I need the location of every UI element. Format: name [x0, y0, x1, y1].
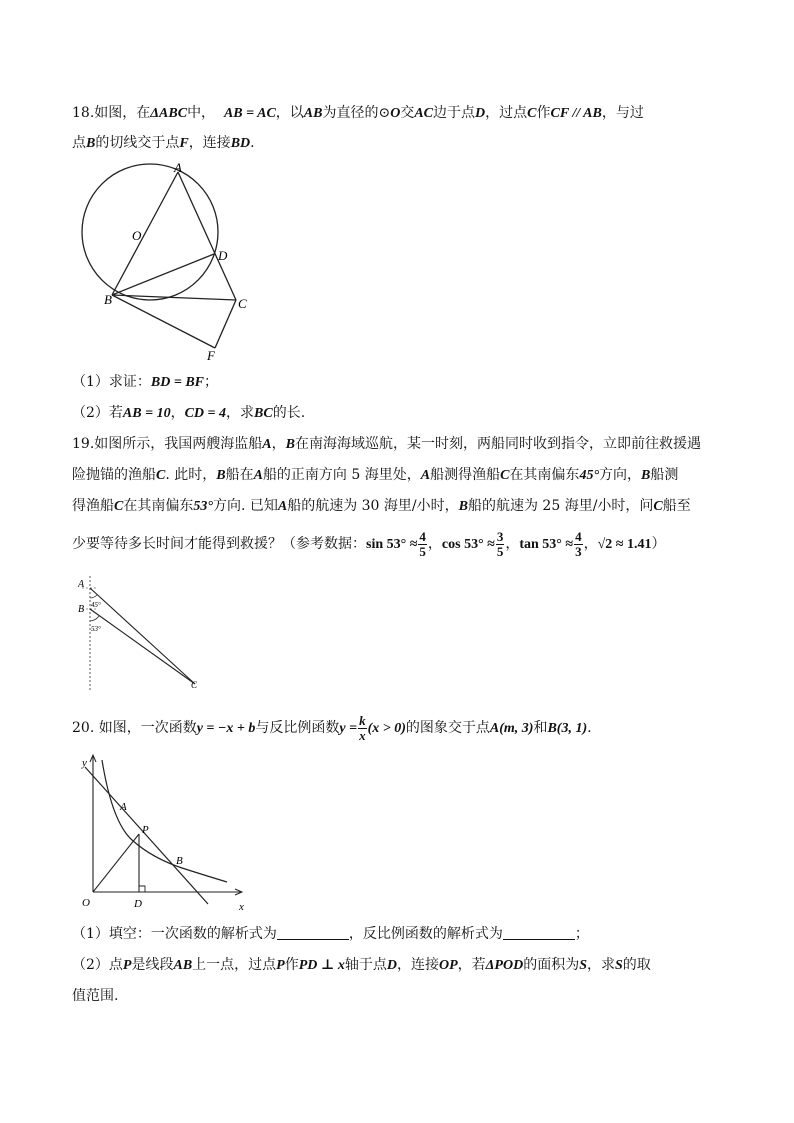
q19-figure: [72, 570, 212, 695]
q19-label-b: B: [78, 604, 85, 615]
q19-label-53: 53°: [91, 625, 101, 633]
q20-segment-op: [93, 834, 139, 892]
q19-label-a: A: [78, 579, 85, 590]
q18-part-1: （1）求证：BD = BF；: [72, 374, 219, 390]
q20-label-o: O: [82, 897, 90, 909]
q19-line-4: 少要等待多长时间才能得到救援？（参考数据：sin 53° ≈ $\frac{4}{5}$ ，cos 53° ≈ $\frac{3}{5}$ ，tan 53° ≈ $\frac{4}{3}$ ，√2 ≈ 1.41）: [72, 528, 666, 559]
q20-label-y: y: [82, 757, 87, 769]
q18-label-o: O: [132, 228, 142, 243]
q18-segment-ac: [178, 172, 236, 300]
frac-tan: $\frac{4}{3}$: [575, 528, 582, 559]
frac-k-over-x: $\frac{k}{x}$: [359, 712, 366, 743]
q18-segment-cf: [215, 300, 236, 348]
q19-line-1: 19.如图所示，我国两艘海监船A，B在南海海域巡航，某一时刻，两船同时收到指令，立即前往救援遇: [72, 436, 701, 452]
q20-label-a: A: [120, 801, 127, 813]
q18-part-2: （2）若AB = 10，CD = 4，求BC的长.: [72, 405, 306, 421]
frac-cos: $\frac{3}{5}$: [496, 528, 504, 559]
q18-figure: [70, 160, 270, 370]
q18-label-f: F: [207, 348, 215, 363]
q18-label-b: B: [104, 292, 112, 307]
q20-part-2-line-2: 值范围.: [72, 988, 119, 1004]
answer-blank-linear[interactable]: [277, 925, 349, 940]
q18-segment-bd: [112, 254, 214, 295]
q20-label-d: D: [134, 898, 142, 910]
q20-label-x: x: [239, 901, 244, 913]
q20-figure: [72, 752, 252, 912]
q20-label-b: B: [176, 855, 183, 867]
q18-segment-bf: [112, 295, 215, 348]
q20-hyperbola: [102, 760, 227, 882]
q19-line-3: 得渔船C在其南偏东53°方向. 已知A船的航速为 30 海里/小时，B船的航速为 25 海里/小时，问C船至: [72, 498, 691, 514]
q18-label-c: C: [238, 296, 247, 311]
q18-label-a: A: [174, 160, 182, 175]
q19-segment-bc: [90, 609, 195, 684]
q19-label-45: 45°: [91, 601, 101, 609]
q20-part-2-line-1: （2）点P是线段AB上一点，过点P作PD ⊥ x轴于点D，连接OP，若ΔPOD的面积为S，求S的取: [72, 957, 651, 973]
q19-segment-ac: [90, 588, 195, 684]
q20-label-p: P: [142, 824, 149, 836]
frac-sin: $\frac{4}{5}$: [419, 528, 426, 559]
q18-line-1: 18.如图，在ΔABC中， AB = AC，以AB为直径的⊙O交AC边于点D，过点C作CF // AB，与过: [72, 105, 644, 121]
q19-label-c: C: [191, 680, 198, 690]
q18-label-d: D: [218, 248, 228, 263]
q19-line-2: 险抛锚的渔船C. 此时，B船在A船的正南方向 5 海里处，A船测得渔船C在其南偏东45°方向，B船测: [72, 467, 679, 483]
q20-line-1: 20. 如图，一次函数y = −x + b与反比例函数y = $\frac{k}{x}$ (x > 0)的图象交于点A(m, 3)和B(3, 1).: [72, 712, 592, 743]
answer-blank-inverse[interactable]: [503, 925, 575, 940]
q18-line-2: 点B的切线交于点F，连接BD.: [72, 135, 255, 151]
q20-part-1: （1）填空：一次函数的解析式为 ，反比例函数的解析式为 ；: [72, 926, 589, 942]
q18-segment-ab: [112, 172, 178, 295]
